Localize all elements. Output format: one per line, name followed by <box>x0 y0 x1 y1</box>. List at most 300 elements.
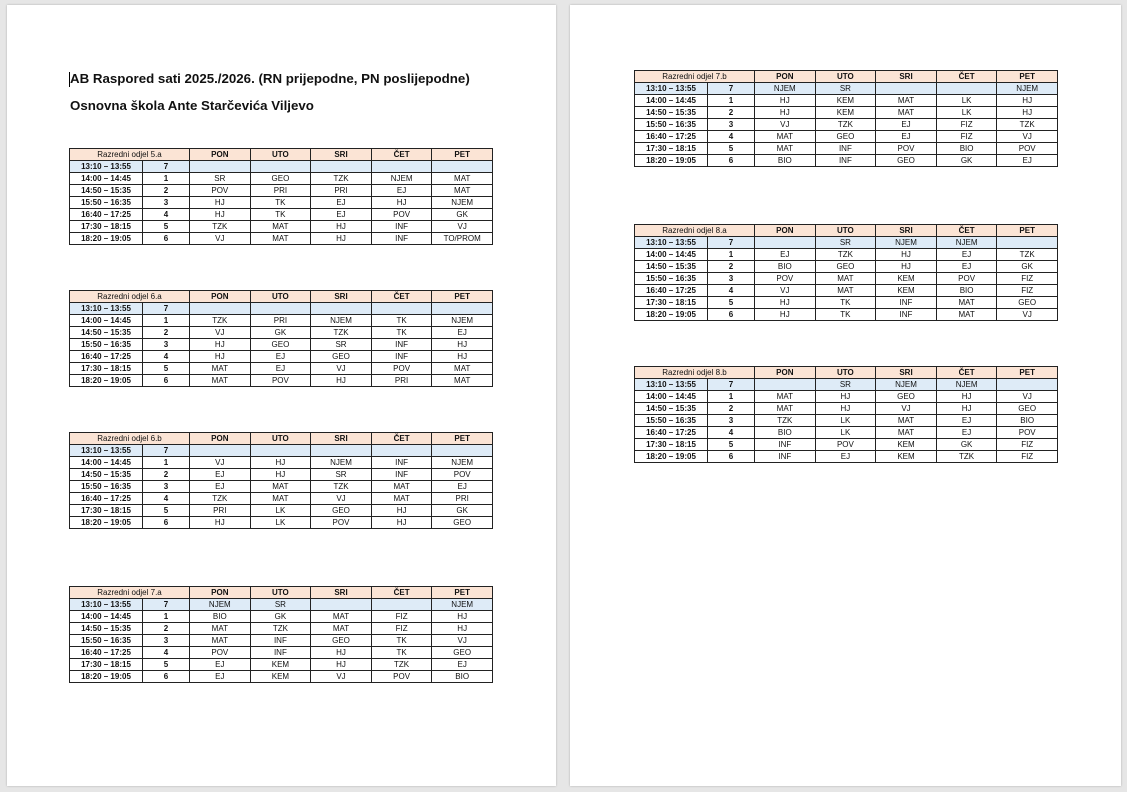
subject-cell: TK <box>815 309 876 321</box>
table-header-row <box>70 291 493 303</box>
subject-cell: TZK <box>936 451 997 463</box>
subject-cell: HJ <box>311 375 372 387</box>
subject-cell: TZK <box>815 249 876 261</box>
period-number-cell: 7 <box>708 237 755 249</box>
subject-cell: GEO <box>250 339 311 351</box>
subject-cell: INF <box>250 635 311 647</box>
period-number-cell: 6 <box>143 375 190 387</box>
period-number-cell: 3 <box>143 197 190 209</box>
subject-cell: GK <box>997 261 1058 273</box>
time-cell: 14:50 – 15:35 <box>70 623 143 635</box>
subject-cell: BIO <box>755 155 816 167</box>
subject-cell: MAT <box>876 95 937 107</box>
period-number-cell: 5 <box>143 363 190 375</box>
subject-cell: MAT <box>936 309 997 321</box>
subject-cell: KEM <box>250 671 311 683</box>
class-label: Razredni odjel 8.b <box>635 367 755 379</box>
subject-cell: LK <box>815 415 876 427</box>
subject-cell: PRI <box>190 505 251 517</box>
subject-cell <box>876 83 937 95</box>
table-row <box>70 161 493 173</box>
period-number-cell: 1 <box>708 95 755 107</box>
class-label: Razredni odjel 7.a <box>70 587 190 599</box>
subject-cell: EJ <box>432 327 493 339</box>
subject-cell: EJ <box>432 659 493 671</box>
table-row <box>70 659 493 671</box>
table-row <box>70 469 493 481</box>
subject-cell <box>997 379 1058 391</box>
subject-cell: NJEM <box>936 379 997 391</box>
subject-cell: NJEM <box>311 315 372 327</box>
subject-cell: MAT <box>311 611 372 623</box>
subject-cell: MAT <box>250 493 311 505</box>
subject-cell: EJ <box>936 415 997 427</box>
period-number-cell: 3 <box>708 415 755 427</box>
period-number-cell: 6 <box>708 309 755 321</box>
day-header: ČET <box>936 367 997 379</box>
subject-cell <box>371 303 432 315</box>
subject-cell: NJEM <box>432 457 493 469</box>
table-row <box>635 119 1058 131</box>
subject-cell <box>371 161 432 173</box>
time-cell: 17:30 – 18:15 <box>70 659 143 671</box>
subject-cell: TK <box>250 197 311 209</box>
subject-cell: HJ <box>190 209 251 221</box>
day-header: UTO <box>250 291 311 303</box>
subject-cell: KEM <box>876 451 937 463</box>
time-cell: 17:30 – 18:15 <box>635 439 708 451</box>
period-number-cell: 7 <box>143 445 190 457</box>
period-number-cell: 5 <box>708 297 755 309</box>
time-cell: 13:10 – 13:55 <box>635 83 708 95</box>
subject-cell: HJ <box>997 95 1058 107</box>
table-row <box>70 635 493 647</box>
table-row <box>70 315 493 327</box>
subject-cell: SR <box>311 469 372 481</box>
subject-cell: NJEM <box>432 599 493 611</box>
period-number-cell: 4 <box>143 351 190 363</box>
subject-cell: SR <box>815 379 876 391</box>
period-number-cell: 2 <box>143 469 190 481</box>
subject-cell: MAT <box>190 623 251 635</box>
subject-cell: POV <box>311 517 372 529</box>
subject-cell: INF <box>371 469 432 481</box>
period-number-cell: 4 <box>708 427 755 439</box>
subject-cell <box>190 303 251 315</box>
subject-cell: GEO <box>997 403 1058 415</box>
day-header: ČET <box>936 225 997 237</box>
subject-cell: FIZ <box>371 623 432 635</box>
school-name: Osnovna škola Ante Starčevića Viljevo <box>70 98 314 113</box>
subject-cell <box>250 445 311 457</box>
subject-cell: PRI <box>432 493 493 505</box>
subject-cell: HJ <box>432 339 493 351</box>
subject-cell: INF <box>371 457 432 469</box>
subject-cell: INF <box>371 339 432 351</box>
subject-cell: HJ <box>190 351 251 363</box>
timetable <box>634 224 1058 321</box>
time-cell: 15:50 – 16:35 <box>70 481 143 493</box>
subject-cell: HJ <box>936 403 997 415</box>
period-number-cell: 5 <box>708 143 755 155</box>
subject-cell: MAT <box>755 131 816 143</box>
time-cell: 13:10 – 13:55 <box>70 161 143 173</box>
table-row <box>70 209 493 221</box>
period-number-cell: 4 <box>708 131 755 143</box>
timetable <box>634 366 1058 463</box>
subject-cell: GEO <box>432 647 493 659</box>
table-row <box>635 309 1058 321</box>
subject-cell: GEO <box>250 173 311 185</box>
period-number-cell: 1 <box>143 457 190 469</box>
period-number-cell: 6 <box>708 451 755 463</box>
subject-cell: GEO <box>876 155 937 167</box>
subject-cell: FIZ <box>997 273 1058 285</box>
subject-cell: VJ <box>755 285 816 297</box>
subject-cell: MAT <box>936 297 997 309</box>
subject-cell: SR <box>311 339 372 351</box>
subject-cell: POV <box>250 375 311 387</box>
subject-cell: FIZ <box>997 451 1058 463</box>
subject-cell: TZK <box>190 493 251 505</box>
period-number-cell: 6 <box>143 233 190 245</box>
time-cell: 16:40 – 17:25 <box>635 131 708 143</box>
subject-cell: KEM <box>876 273 937 285</box>
subject-cell: PRI <box>250 185 311 197</box>
table-header-row <box>70 149 493 161</box>
subject-cell: NJEM <box>936 237 997 249</box>
time-cell: 18:20 – 19:05 <box>70 233 143 245</box>
subject-cell: POV <box>371 671 432 683</box>
subject-cell: EJ <box>190 469 251 481</box>
time-cell: 18:20 – 19:05 <box>70 671 143 683</box>
day-header: SRI <box>311 433 372 445</box>
subject-cell: NJEM <box>432 315 493 327</box>
subject-cell: MAT <box>190 375 251 387</box>
subject-cell: VJ <box>876 403 937 415</box>
subject-cell: TZK <box>311 327 372 339</box>
subject-cell: GEO <box>815 131 876 143</box>
subject-cell: HJ <box>190 197 251 209</box>
table-header-row <box>70 587 493 599</box>
time-cell: 14:50 – 15:35 <box>635 107 708 119</box>
subject-cell: EJ <box>432 481 493 493</box>
subject-cell <box>997 237 1058 249</box>
table-row <box>70 233 493 245</box>
timetable <box>634 70 1058 167</box>
subject-cell: EJ <box>190 481 251 493</box>
table-header-row <box>70 433 493 445</box>
day-header: ČET <box>936 71 997 83</box>
time-cell: 15:50 – 16:35 <box>635 415 708 427</box>
subject-cell: HJ <box>815 391 876 403</box>
table-row <box>635 391 1058 403</box>
subject-cell: GK <box>250 327 311 339</box>
table-row <box>635 237 1058 249</box>
subject-cell: GEO <box>311 351 372 363</box>
document-page-left <box>7 5 556 786</box>
subject-cell: MAT <box>190 363 251 375</box>
subject-cell: TO/PROM <box>432 233 493 245</box>
subject-cell: MAT <box>432 173 493 185</box>
period-number-cell: 2 <box>143 327 190 339</box>
subject-cell: TK <box>371 647 432 659</box>
period-number-cell: 5 <box>708 439 755 451</box>
subject-cell: EJ <box>936 427 997 439</box>
subject-cell: GEO <box>432 517 493 529</box>
subject-cell <box>371 599 432 611</box>
subject-cell: KEM <box>250 659 311 671</box>
subject-cell: EJ <box>250 363 311 375</box>
table-row <box>635 249 1058 261</box>
table-row <box>70 493 493 505</box>
time-cell: 14:50 – 15:35 <box>635 403 708 415</box>
time-cell: 14:00 – 14:45 <box>70 457 143 469</box>
day-header: SRI <box>311 587 372 599</box>
table-row <box>70 671 493 683</box>
subject-cell: GK <box>432 505 493 517</box>
time-cell: 15:50 – 16:35 <box>70 197 143 209</box>
table-header-row <box>635 71 1058 83</box>
subject-cell: HJ <box>755 309 816 321</box>
table-row <box>635 261 1058 273</box>
subject-cell: POV <box>190 647 251 659</box>
period-number-cell: 1 <box>708 391 755 403</box>
time-cell: 15:50 – 16:35 <box>70 339 143 351</box>
period-number-cell: 6 <box>143 671 190 683</box>
period-number-cell: 6 <box>708 155 755 167</box>
subject-cell: TZK <box>371 659 432 671</box>
subject-cell: BIO <box>755 427 816 439</box>
subject-cell: MAT <box>432 185 493 197</box>
subject-cell: HJ <box>432 623 493 635</box>
time-cell: 15:50 – 16:35 <box>635 119 708 131</box>
class-label: Razredni odjel 6.b <box>70 433 190 445</box>
time-cell: 16:40 – 17:25 <box>70 209 143 221</box>
day-header: SRI <box>311 149 372 161</box>
table-row <box>70 363 493 375</box>
subject-cell: HJ <box>250 457 311 469</box>
subject-cell: NJEM <box>311 457 372 469</box>
day-header: UTO <box>815 225 876 237</box>
subject-cell <box>371 445 432 457</box>
period-number-cell: 7 <box>143 161 190 173</box>
table-row <box>635 427 1058 439</box>
subject-cell: INF <box>815 143 876 155</box>
day-header: PON <box>190 149 251 161</box>
subject-cell: HJ <box>371 517 432 529</box>
subject-cell: NJEM <box>755 83 816 95</box>
subject-cell: GEO <box>876 391 937 403</box>
subject-cell: EJ <box>997 155 1058 167</box>
timetable <box>69 148 493 245</box>
subject-cell: BIO <box>755 261 816 273</box>
subject-cell: GEO <box>997 297 1058 309</box>
subject-cell: GK <box>432 209 493 221</box>
subject-cell: EJ <box>190 671 251 683</box>
subject-cell: BIO <box>936 143 997 155</box>
day-header: PET <box>997 367 1058 379</box>
subject-cell: MAT <box>876 427 937 439</box>
subject-cell: HJ <box>250 469 311 481</box>
table-row <box>70 623 493 635</box>
day-header: SRI <box>311 291 372 303</box>
subject-cell: MAT <box>432 375 493 387</box>
subject-cell <box>311 445 372 457</box>
subject-cell: MAT <box>250 233 311 245</box>
subject-cell: MAT <box>815 285 876 297</box>
period-number-cell: 2 <box>143 185 190 197</box>
table-row <box>70 647 493 659</box>
period-number-cell: 6 <box>143 517 190 529</box>
day-header: UTO <box>250 587 311 599</box>
period-number-cell: 3 <box>708 273 755 285</box>
subject-cell: VJ <box>997 309 1058 321</box>
subject-cell: PRI <box>371 375 432 387</box>
time-cell: 14:00 – 14:45 <box>70 611 143 623</box>
time-cell: 13:10 – 13:55 <box>70 445 143 457</box>
subject-cell: KEM <box>815 107 876 119</box>
subject-cell: HJ <box>432 351 493 363</box>
time-cell: 15:50 – 16:35 <box>70 635 143 647</box>
subject-cell: TZK <box>815 119 876 131</box>
subject-cell: MAT <box>755 391 816 403</box>
subject-cell: BIO <box>432 671 493 683</box>
table-header-row <box>635 367 1058 379</box>
time-cell: 16:40 – 17:25 <box>70 647 143 659</box>
time-cell: 17:30 – 18:15 <box>70 505 143 517</box>
subject-cell: HJ <box>190 517 251 529</box>
subject-cell: EJ <box>755 249 816 261</box>
subject-cell: HJ <box>311 659 372 671</box>
subject-cell: EJ <box>936 249 997 261</box>
subject-cell: MAT <box>250 481 311 493</box>
subject-cell: INF <box>755 439 816 451</box>
table-row <box>635 403 1058 415</box>
day-header: PET <box>432 149 493 161</box>
subject-cell: VJ <box>190 233 251 245</box>
subject-cell <box>190 445 251 457</box>
subject-cell: MAT <box>432 363 493 375</box>
class-label: Razredni odjel 5.a <box>70 149 190 161</box>
subject-cell: SR <box>815 83 876 95</box>
subject-cell: HJ <box>876 261 937 273</box>
subject-cell <box>311 161 372 173</box>
subject-cell <box>755 237 816 249</box>
period-number-cell: 2 <box>708 261 755 273</box>
subject-cell: TK <box>815 297 876 309</box>
table-row <box>635 285 1058 297</box>
subject-cell: VJ <box>432 635 493 647</box>
day-header: PET <box>432 433 493 445</box>
subject-cell: MAT <box>815 273 876 285</box>
time-cell: 13:10 – 13:55 <box>70 599 143 611</box>
table-row <box>70 327 493 339</box>
day-header: PON <box>190 587 251 599</box>
subject-cell <box>190 161 251 173</box>
subject-cell: TZK <box>997 119 1058 131</box>
subject-cell: MAT <box>371 481 432 493</box>
table-row <box>635 451 1058 463</box>
subject-cell: TZK <box>997 249 1058 261</box>
table-row <box>70 517 493 529</box>
table-row <box>70 481 493 493</box>
subject-cell: MAT <box>250 221 311 233</box>
subject-cell: LK <box>250 505 311 517</box>
subject-cell: NJEM <box>876 237 937 249</box>
subject-cell: POV <box>371 209 432 221</box>
table-row <box>70 339 493 351</box>
time-cell: 15:50 – 16:35 <box>635 273 708 285</box>
table-row <box>70 457 493 469</box>
subject-cell: INF <box>876 297 937 309</box>
subject-cell: POV <box>371 363 432 375</box>
subject-cell <box>311 303 372 315</box>
time-cell: 13:10 – 13:55 <box>70 303 143 315</box>
timetable <box>69 290 493 387</box>
subject-cell: TZK <box>311 481 372 493</box>
subject-cell: POV <box>755 273 816 285</box>
period-number-cell: 4 <box>143 493 190 505</box>
table-row <box>635 297 1058 309</box>
time-cell: 14:50 – 15:35 <box>635 261 708 273</box>
subject-cell: FIZ <box>997 285 1058 297</box>
subject-cell: SR <box>815 237 876 249</box>
time-cell: 18:20 – 19:05 <box>70 517 143 529</box>
subject-cell: TK <box>371 327 432 339</box>
time-cell: 13:10 – 13:55 <box>635 379 708 391</box>
day-header: ČET <box>371 433 432 445</box>
day-header: ČET <box>371 291 432 303</box>
subject-cell: VJ <box>997 391 1058 403</box>
subject-cell: INF <box>250 647 311 659</box>
day-header: PET <box>997 71 1058 83</box>
subject-cell: MAT <box>190 635 251 647</box>
time-cell: 13:10 – 13:55 <box>635 237 708 249</box>
day-header: PET <box>432 291 493 303</box>
subject-cell: VJ <box>311 363 372 375</box>
day-header: SRI <box>876 71 937 83</box>
time-cell: 14:00 – 14:45 <box>635 249 708 261</box>
period-number-cell: 1 <box>143 315 190 327</box>
time-cell: 17:30 – 18:15 <box>70 363 143 375</box>
subject-cell: HJ <box>311 233 372 245</box>
subject-cell: HJ <box>190 339 251 351</box>
subject-cell <box>432 303 493 315</box>
subject-cell <box>311 599 372 611</box>
period-number-cell: 7 <box>143 303 190 315</box>
table-row <box>635 143 1058 155</box>
day-header: PON <box>190 291 251 303</box>
period-number-cell: 2 <box>708 403 755 415</box>
subject-cell: LK <box>815 427 876 439</box>
period-number-cell: 2 <box>143 623 190 635</box>
period-number-cell: 2 <box>708 107 755 119</box>
day-header: UTO <box>250 149 311 161</box>
subject-cell: POV <box>936 273 997 285</box>
day-header: PON <box>190 433 251 445</box>
day-header: UTO <box>815 367 876 379</box>
time-cell: 16:40 – 17:25 <box>70 351 143 363</box>
subject-cell: GEO <box>815 261 876 273</box>
subject-cell: EJ <box>190 659 251 671</box>
subject-cell: GK <box>936 439 997 451</box>
subject-cell: TK <box>371 315 432 327</box>
table-row <box>635 379 1058 391</box>
time-cell: 18:20 – 19:05 <box>635 309 708 321</box>
subject-cell: EJ <box>936 261 997 273</box>
subject-cell: HJ <box>997 107 1058 119</box>
